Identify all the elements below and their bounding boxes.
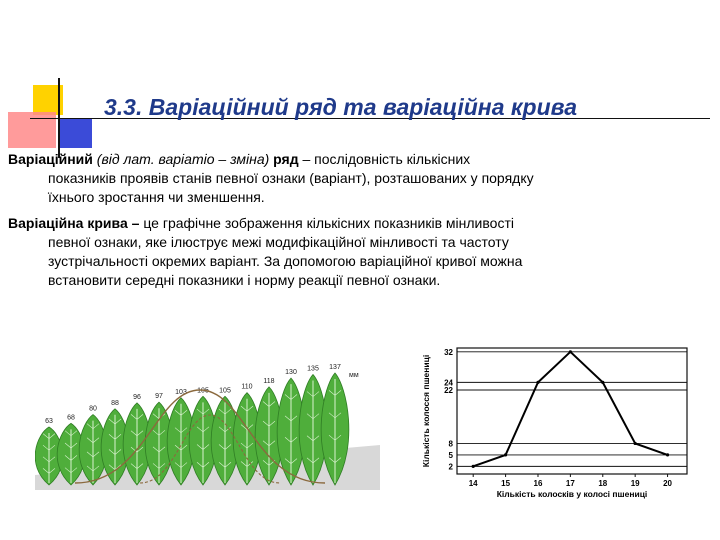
leaf-length-label: 97 [155,393,163,401]
variation-curve-chart [415,340,705,500]
leaf-length-label: 105 [197,387,209,395]
x-tick-label: 14 [468,479,478,488]
x-tick-label: 15 [501,479,511,488]
leaf-length-label: 80 [89,405,97,413]
definition2-term: Варіаційна крива – [8,215,140,231]
x-tick-label: 20 [663,479,673,488]
y-tick-label: 5 [448,450,453,460]
definition-variation-series [8,150,694,207]
leaf-length-label: 110 [241,383,253,391]
definition1-term2: ряд [273,151,299,167]
leaf-length-label: 88 [111,399,119,407]
y-tick-label: 24 [444,378,453,388]
definition2-line4: встановити середні показники і норму реакції певної ознаки. [48,272,441,288]
leaf-length-label: 68 [67,414,75,422]
decor-blue-square [58,118,92,148]
leaf-length-label: 63 [45,418,53,425]
y-tick-label: 22 [444,386,453,395]
slide-title: 3.3. Варіаційний ряд та варіаційна крива [104,94,578,120]
definition2-line2: певної ознаки, яке ілюструє межі модифікаційної мінливості та частоту [48,234,509,250]
y-tick-label: 32 [444,347,453,357]
data-point [569,350,572,353]
definition1-line2: показників проявів станів певної ознаки (варіант), розташованих у порядку [48,170,534,186]
data-point [601,381,604,384]
x-axis-label: Кількість колосків у колосі пшениці [496,489,648,499]
x-tick-label: 17 [565,479,575,488]
data-point [634,442,637,445]
leaf-length-label: 135 [307,365,319,373]
data-point [536,381,539,384]
data-point [504,453,507,456]
definition1-line1-rest: – послідовність кількісних [302,151,471,167]
leaf-unit-label: мм [349,372,359,379]
definition1-etymology: (від лат. варіатіо – зміна) [96,151,270,167]
leaf-length-label: 103 [175,388,187,396]
x-tick-label: 16 [533,479,543,488]
definition2-line3: зустрічальності окремих варіант. За допомогою варіаційної кривої можна [48,253,523,269]
leaf-length-label: 137 [329,364,341,371]
leaf-length-label: 96 [133,393,141,401]
definition2-line1 [8,214,694,233]
data-point [666,453,669,456]
x-tick-label: 19 [630,479,640,488]
definition-variation-curve [8,214,694,290]
definition1-line1 [8,150,694,169]
y-tick-label: 2 [448,462,453,472]
definition2-line1-rest: це графічне зображення кількісних показників мінливості [143,215,514,231]
y-axis-label: Кількість колосся пшениці [421,354,431,468]
leaf-variation-figure [35,360,380,495]
data-point [472,465,475,468]
definition1-line3: їхнього зростання чи зменшення. [48,189,265,205]
definition1-term: Варіаційний [8,151,93,167]
x-tick-label: 18 [598,479,608,488]
y-tick-label: 8 [448,439,453,449]
leaf-length-label: 105 [219,387,231,395]
leaf-length-label: 118 [263,377,275,385]
leaf-length-label: 130 [285,369,297,377]
